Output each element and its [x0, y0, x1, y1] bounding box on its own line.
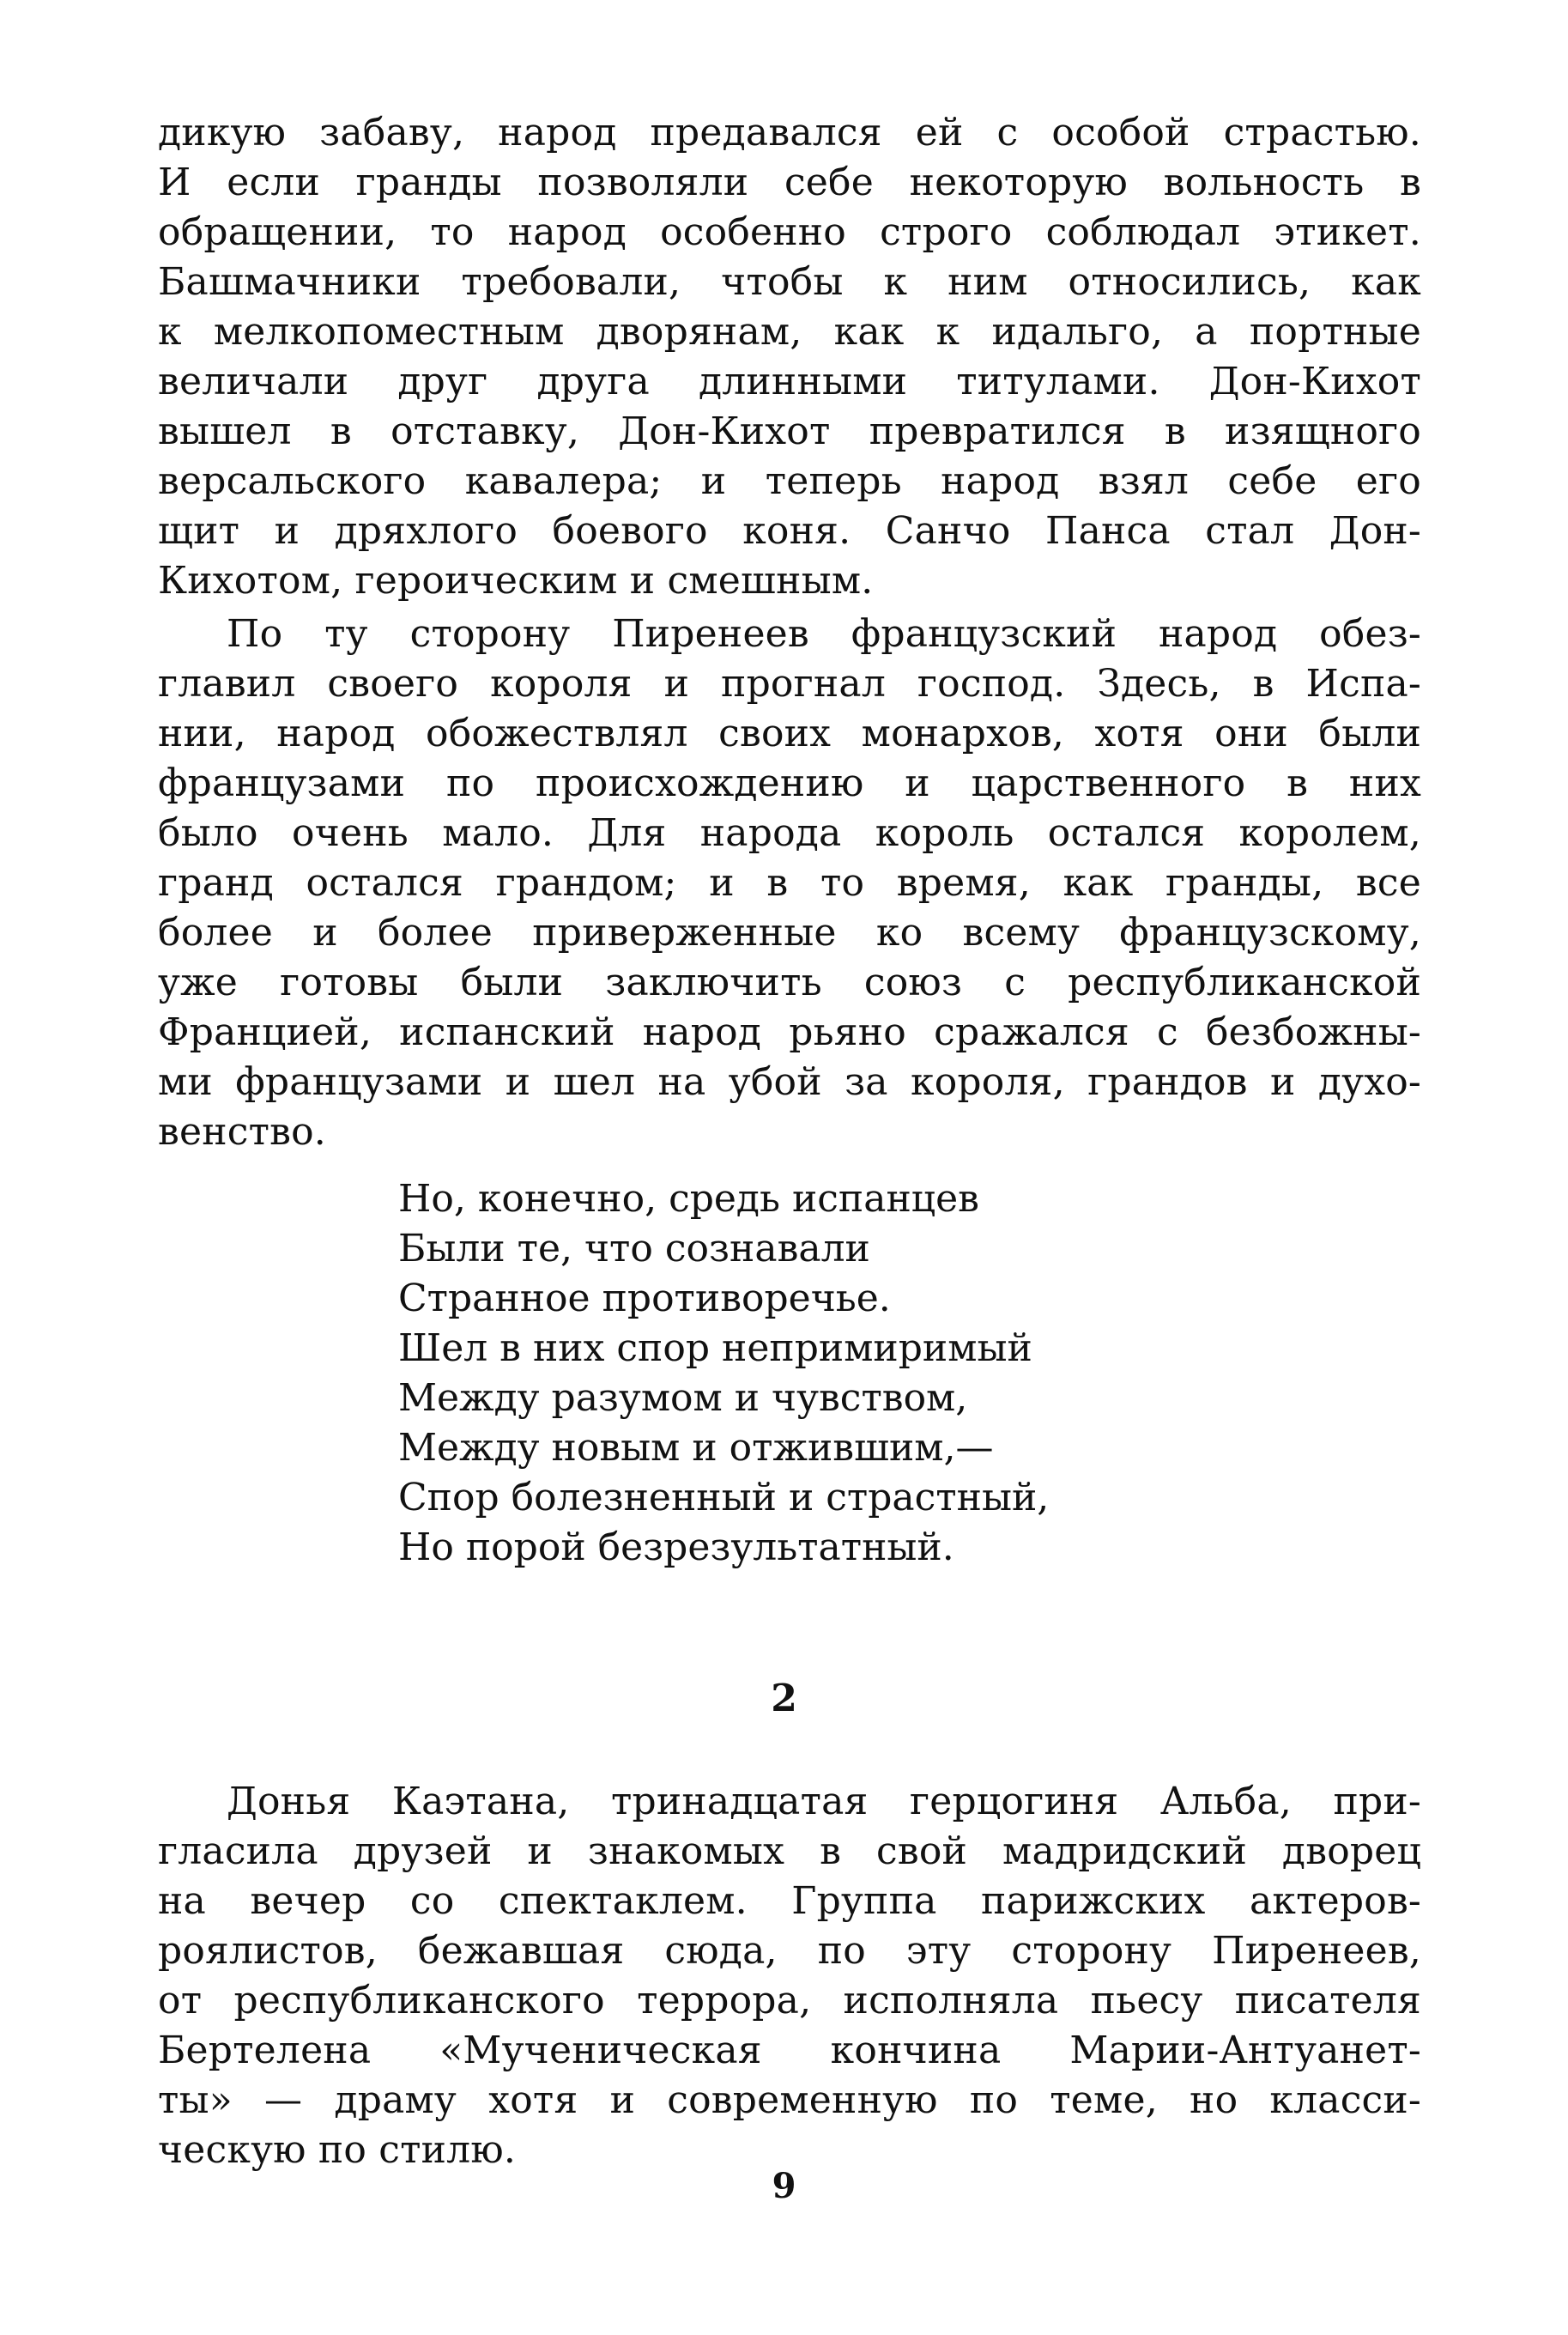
- text-line: к мелкопоместным дворянам, как к идальго, а портные: [158, 310, 1421, 354]
- text-line: ты» — драму хотя и современную по теме, но класси-: [158, 2078, 1421, 2122]
- paragraph-3: [158, 1777, 1421, 2175]
- page-number: 9: [772, 2166, 796, 2206]
- text-line: французами по происхождению и царственного в них: [158, 761, 1421, 805]
- text-line: величали друг друга длинными титулами. Дон-Кихот: [158, 360, 1421, 403]
- text-line: Кихотом, героическим и смешным.: [158, 559, 874, 603]
- text-line: венство.: [158, 1110, 326, 1154]
- verse-line: Шел в них спор непримиримый: [398, 1326, 1032, 1370]
- text-line: версальского кавалера; и теперь народ взял себе его: [158, 459, 1421, 503]
- text-line: Башмачники требовали, чтобы к ним относились, как: [158, 260, 1421, 304]
- text-line: Францией, испанский народ рьяно сражался с безбожны-: [158, 1010, 1421, 1054]
- text-line: было очень мало. Для народа король остался королем,: [158, 811, 1421, 855]
- text-line: Донья Каэтана, тринадцатая герцогиня Альба, при-: [227, 1780, 1421, 1823]
- text-line: дикую забаву, народ предавался ей с особой страстью.: [158, 111, 1421, 155]
- text-line: ми французами и шел на убой за короля, грандов и духо-: [158, 1060, 1421, 1104]
- verse-line: Спор болезненный и страстный,: [398, 1476, 1050, 1519]
- text-line: более и более приверженные ко всему французскому,: [158, 911, 1421, 955]
- text-line: обращении, то народ особенно строго соблюдал этикет.: [158, 210, 1421, 254]
- text-line: главил своего короля и прогнал господ. Здесь, в Испа-: [158, 662, 1421, 706]
- verse-line: Но, конечно, средь испанцев: [398, 1177, 979, 1221]
- text-line: нии, народ обожествлял своих монархов, хотя они были: [158, 712, 1421, 755]
- text-line: И если гранды позволяли себе некоторую вольность в: [158, 161, 1421, 204]
- text-line: ческую по стилю.: [158, 2128, 517, 2172]
- verse-line: Между разумом и чувством,: [398, 1376, 968, 1420]
- verse-line: Странное противоречье.: [398, 1277, 891, 1320]
- text-line: Бертелена «Мученическая кончина Марии-Антуанет-: [158, 2029, 1421, 2072]
- text-line: от республиканского террора, исполняла пьесу писателя: [158, 1979, 1421, 2023]
- paragraph-2: [158, 610, 1421, 1157]
- text-line: гранд остался грандом; и в то время, как гранды, все: [158, 861, 1421, 905]
- text-line: По ту сторону Пиренеев французский народ обез-: [227, 612, 1421, 656]
- verse-stanza: [398, 1174, 1049, 1573]
- text-line: вышел в отставку, Дон-Кихот превратился в изящного: [158, 409, 1421, 453]
- text-line: на вечер со спектаклем. Группа парижских актеров-: [158, 1879, 1421, 1923]
- paragraph-1: [158, 108, 1421, 606]
- verse-line: Между новым и отжившим,—: [398, 1426, 994, 1470]
- text-line: щит и дряхлого боевого коня. Санчо Панса стал Дон-: [158, 509, 1421, 553]
- text-line: уже готовы были заключить союз с республиканской: [158, 961, 1421, 1004]
- text-line: роялистов, бежавшая сюда, по эту сторону Пиренеев,: [158, 1929, 1421, 1973]
- text-line: гласила друзей и знакомых в свой мадридский дворец: [158, 1829, 1421, 1873]
- verse-line: Были те, что сознавали: [398, 1227, 870, 1271]
- section-number: 2: [771, 1677, 797, 1720]
- verse-line: Но порой безрезультатный.: [398, 1525, 954, 1569]
